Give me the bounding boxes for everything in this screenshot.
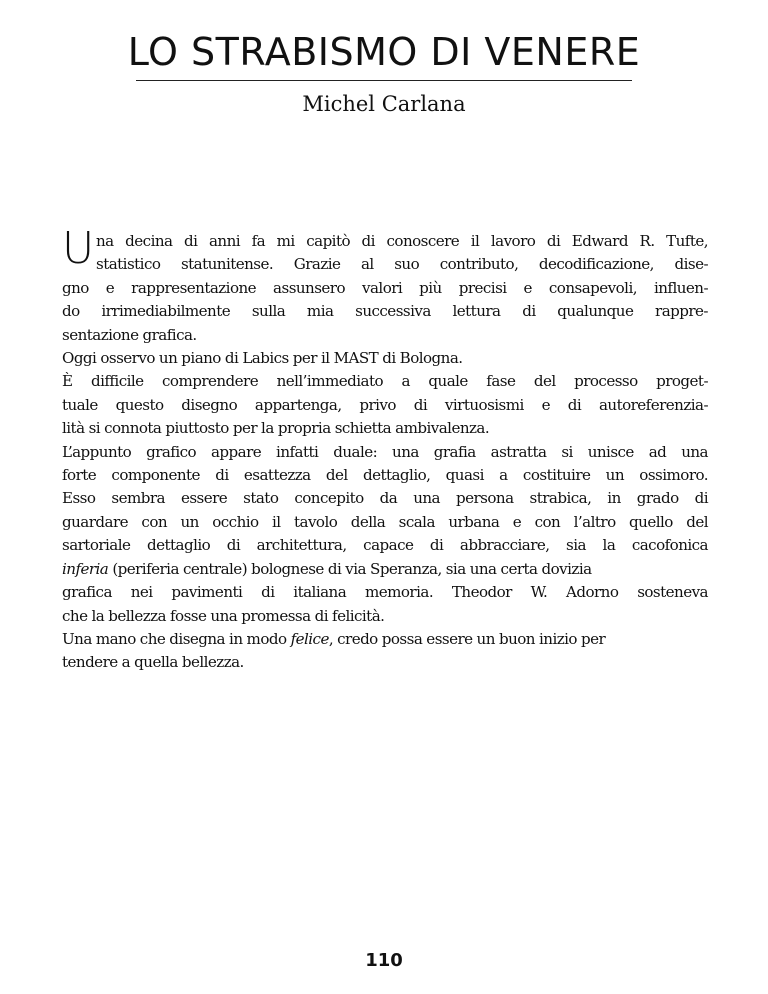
page-number: 110	[365, 950, 403, 971]
body-line: Oggi osservo un piano di Labics per il MAST di Bologna.	[62, 349, 463, 368]
article-title: LO STRABISMO DI VENERE	[127, 30, 641, 74]
body-line: Esso sembra essere stato concepito da una persona strabica, in grado di	[62, 489, 708, 508]
body-line: forte componente di esattezza del dettaglio, quasi a costituire un ossimoro.	[62, 466, 708, 485]
body-line: guardare con un occhio il tavolo della scala urbana e con l’altro quello del	[62, 512, 708, 531]
body-line	[62, 558, 708, 581]
body-line-text: , credo possa essere un buon inizio per	[328, 629, 606, 648]
body-line: lità si connota piuttosto per la propria schietta ambivalenza.	[62, 419, 490, 438]
body-line: È difficile comprendere nell’immediato a quale fase del processo proget-	[62, 372, 708, 391]
body-line: sartoriale dettaglio di architettura, capace di abbracciare, sia la cacofonica	[62, 536, 708, 555]
body-line: do irrimediabilmente sulla mia successiva lettura di qualunque rappre-	[62, 302, 708, 321]
body-line: na decina di anni fa mi capitò di conoscere il lavoro di Edward R. Tufte,	[96, 232, 708, 250]
body-line-text: Una mano che disegna in modo	[62, 629, 291, 648]
body-line-text: (periferia centrale) bolognese di via Speranza, sia una certa dovizia	[108, 559, 592, 578]
body-line: gno e rappresentazione assunsero valori più precisi e consapevoli, influen-	[62, 278, 708, 297]
article-body	[62, 230, 708, 675]
body-line: che la bellezza fosse una promessa di felicità.	[62, 606, 385, 625]
body-line: statistico statunitense. Grazie al suo contributo, decodificazione, dise-	[96, 255, 708, 274]
body-line: L’appunto grafico appare infatti duale: una grafia astratta si unisce ad una	[62, 442, 708, 461]
body-line: sentazione grafica.	[62, 325, 197, 344]
body-line	[62, 628, 708, 651]
drop-cap: U	[62, 223, 95, 274]
italic-word: inferia	[62, 559, 109, 578]
author-name: Michel Carlana	[302, 92, 466, 116]
title-divider	[136, 80, 632, 81]
body-line: tendere a quella bellezza.	[62, 653, 244, 672]
body-line: tuale questo disegno appartenga, privo di virtuosismi e di autoreferenzia-	[62, 395, 708, 414]
body-line: grafica nei pavimenti di italiana memoria. Theodor W. Adorno sosteneva	[62, 583, 708, 602]
italic-word: felice	[290, 629, 329, 648]
